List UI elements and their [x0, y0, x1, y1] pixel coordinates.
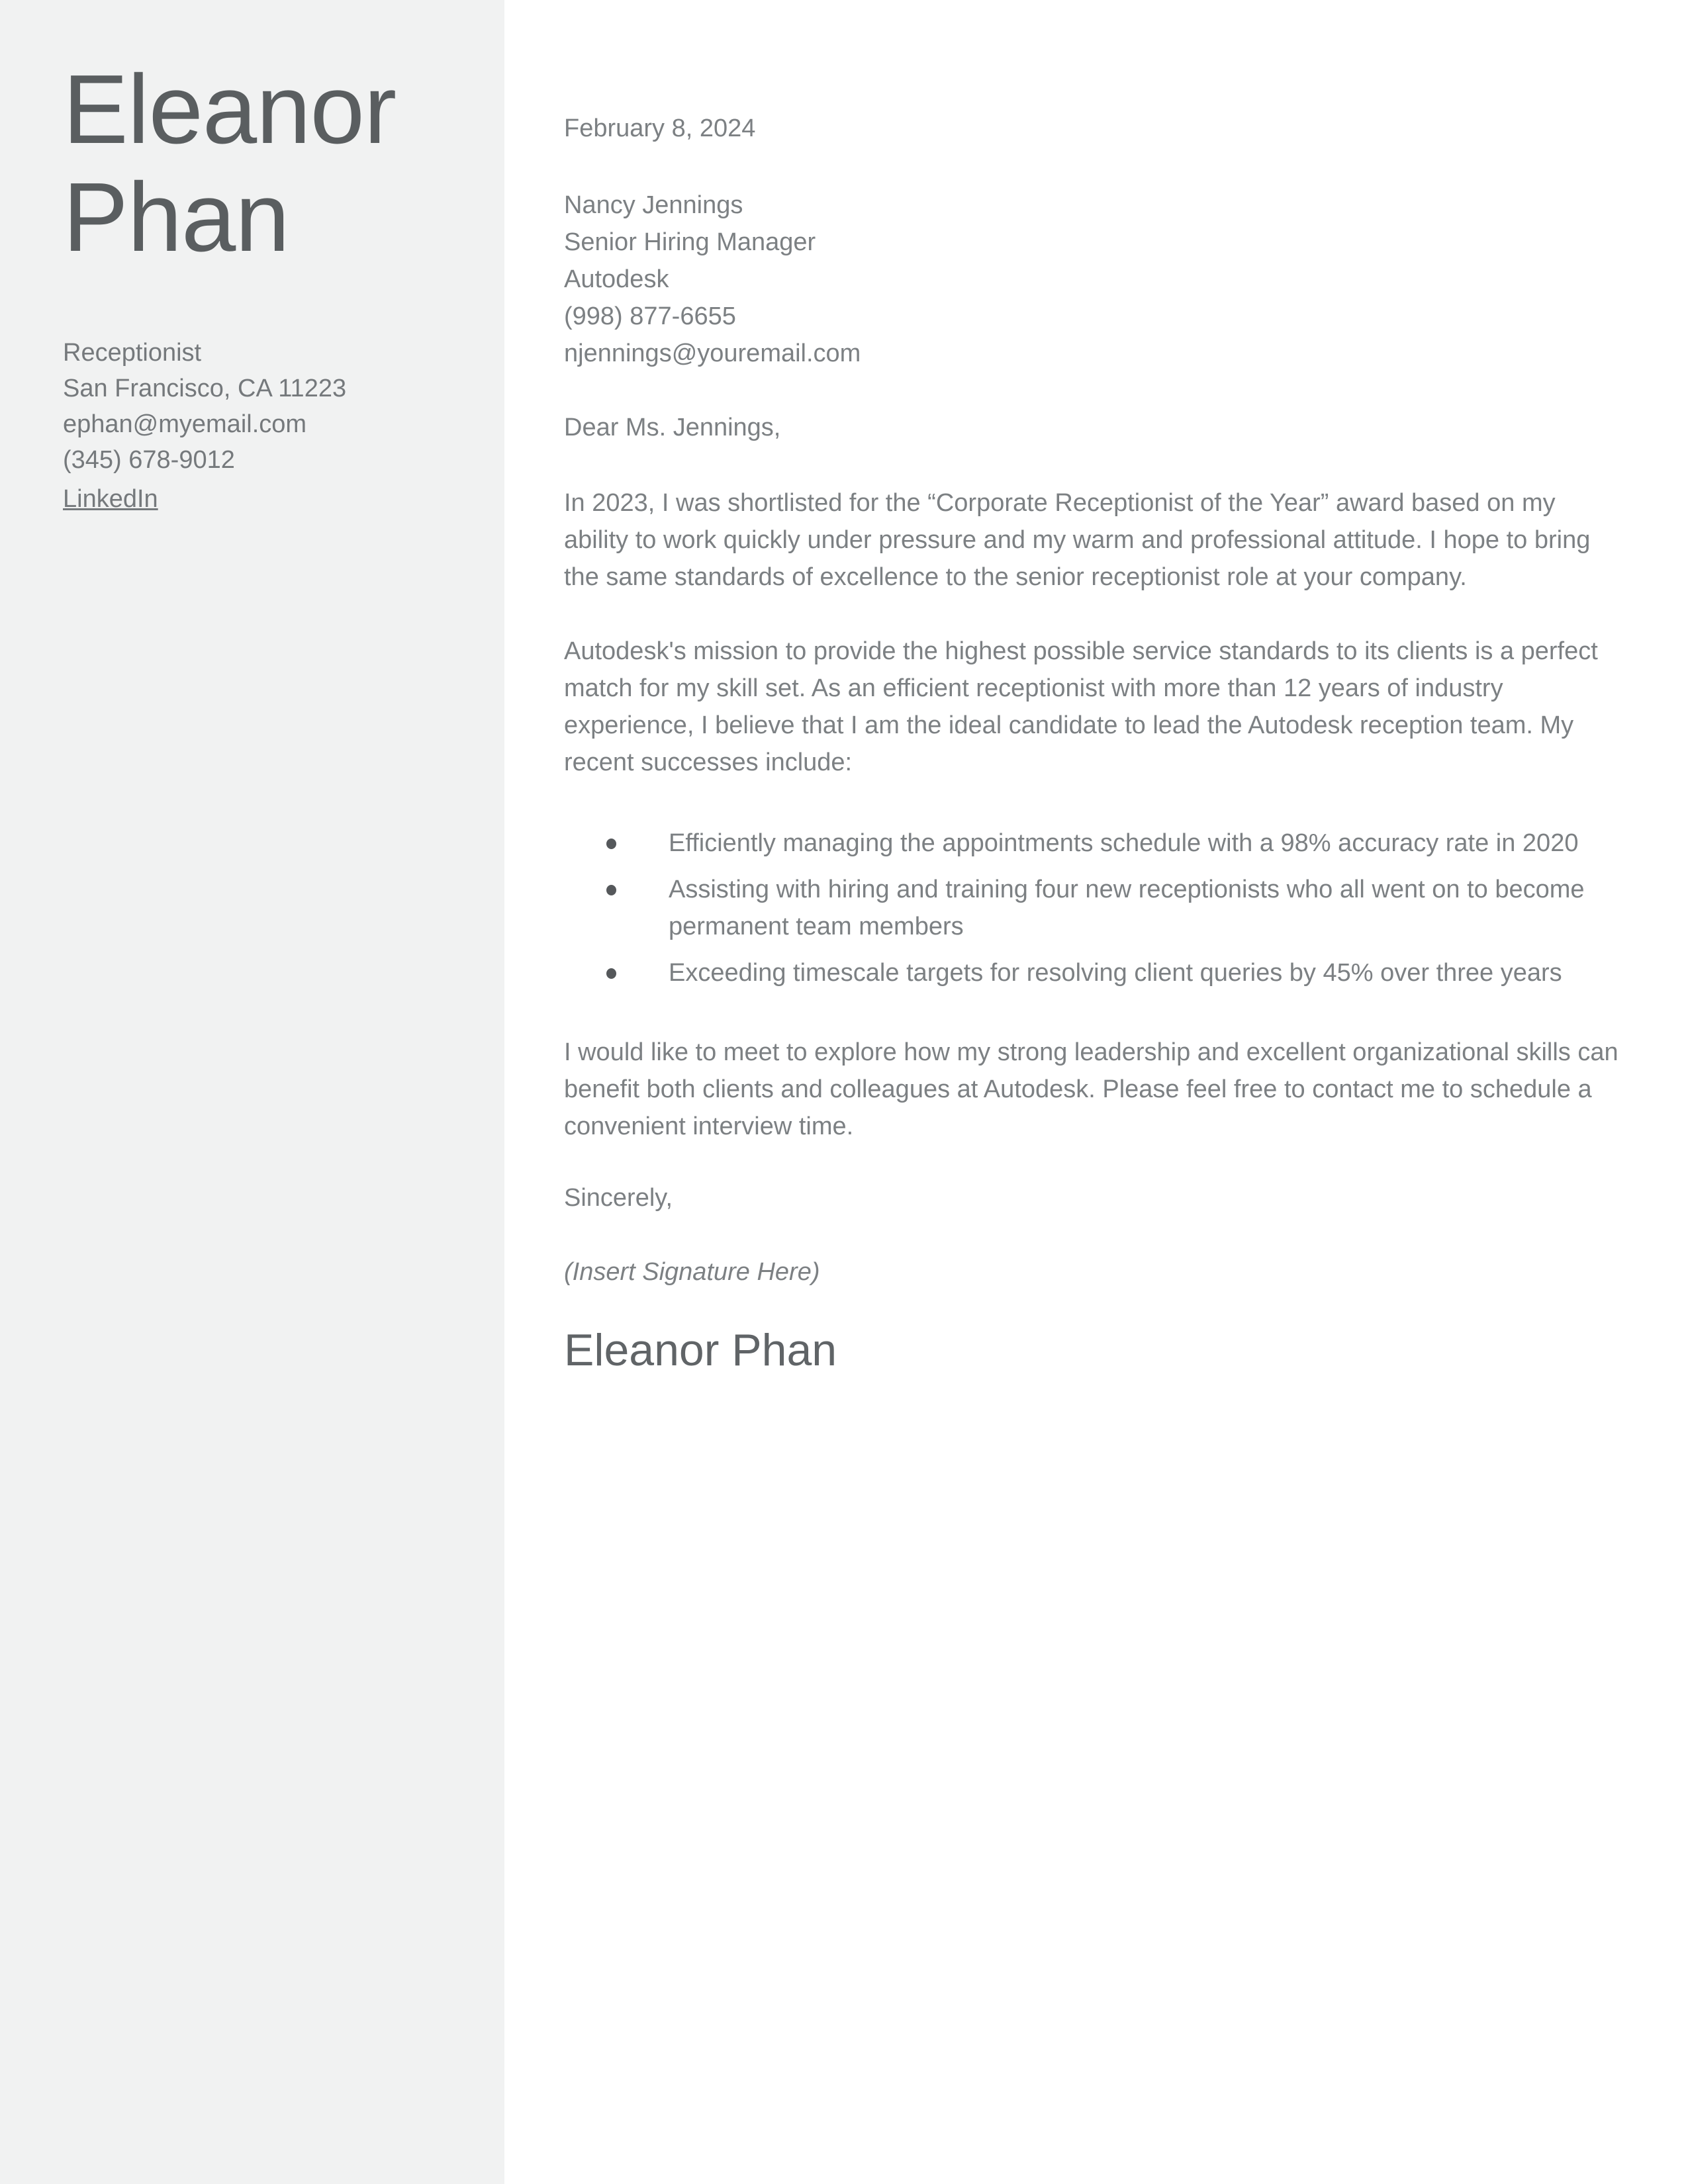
- list-item: [669, 871, 1626, 945]
- recipient-email: njennings@youremail.com: [564, 340, 861, 367]
- candidate-job-title: Receptionist: [63, 338, 202, 367]
- recipient-block: [564, 187, 1626, 372]
- signature-placeholder: (Insert Signature Here): [564, 1258, 820, 1286]
- paragraph-closing: I would like to meet to explore how my strong leadership and excellent organizational skills can benefit both clients and colleagues at Autodesk. Please feel free to contact me to schedule a convenient interview time.: [564, 1038, 1618, 1140]
- paragraph-intro: In 2023, I was shortlisted for the “Corporate Receptionist of the Year” award based on my ability to work quickly under pressure and my warm and professional attitude. I hope to bring the same standards of excellence to the senior receptionist role at your company.: [564, 489, 1591, 591]
- recipient-phone: (998) 877-6655: [564, 302, 736, 330]
- list-item: [669, 825, 1626, 862]
- signature-name: Eleanor Phan: [564, 1325, 837, 1375]
- bullet-icon: [606, 968, 616, 979]
- letter-date: February 8, 2024: [564, 114, 756, 142]
- bullet-text: Efficiently managing the appointments schedule with a 98% accuracy rate in 2020: [669, 829, 1579, 857]
- valediction: Sincerely,: [564, 1184, 673, 1212]
- salutation: Dear Ms. Jennings,: [564, 414, 781, 441]
- bullet-icon: [606, 839, 616, 849]
- candidate-phone: (345) 678-9012: [63, 445, 235, 474]
- candidate-email: ephan@myemail.com: [63, 410, 307, 438]
- linkedin-link[interactable]: LinkedIn: [63, 484, 158, 513]
- sidebar: [0, 0, 504, 2184]
- recipient-title: Senior Hiring Manager: [564, 228, 816, 256]
- candidate-name: Eleanor Phan: [63, 55, 397, 272]
- recipient-company: Autodesk: [564, 265, 669, 293]
- successes-list: [564, 825, 1626, 991]
- contact-block: [63, 335, 478, 517]
- letter-body: [564, 0, 1626, 1377]
- bullet-text: Exceeding timescale targets for resolving client queries by 45% over three years: [669, 959, 1562, 987]
- bullet-icon: [606, 885, 616, 895]
- recipient-name: Nancy Jennings: [564, 191, 743, 219]
- paragraph-skills: Autodesk's mission to provide the highest possible service standards to its clients is a perfect match for my skill set. As an efficient receptionist with more than 12 years of industry experience, I believe that I am the ideal candidate to lead the Autodesk reception team. My recent successes include:: [564, 637, 1598, 776]
- list-item: [669, 954, 1626, 991]
- candidate-location: San Francisco, CA 11223: [63, 374, 347, 402]
- bullet-text: Assisting with hiring and training four new receptionists who all went on to become permanent team members: [669, 876, 1585, 940]
